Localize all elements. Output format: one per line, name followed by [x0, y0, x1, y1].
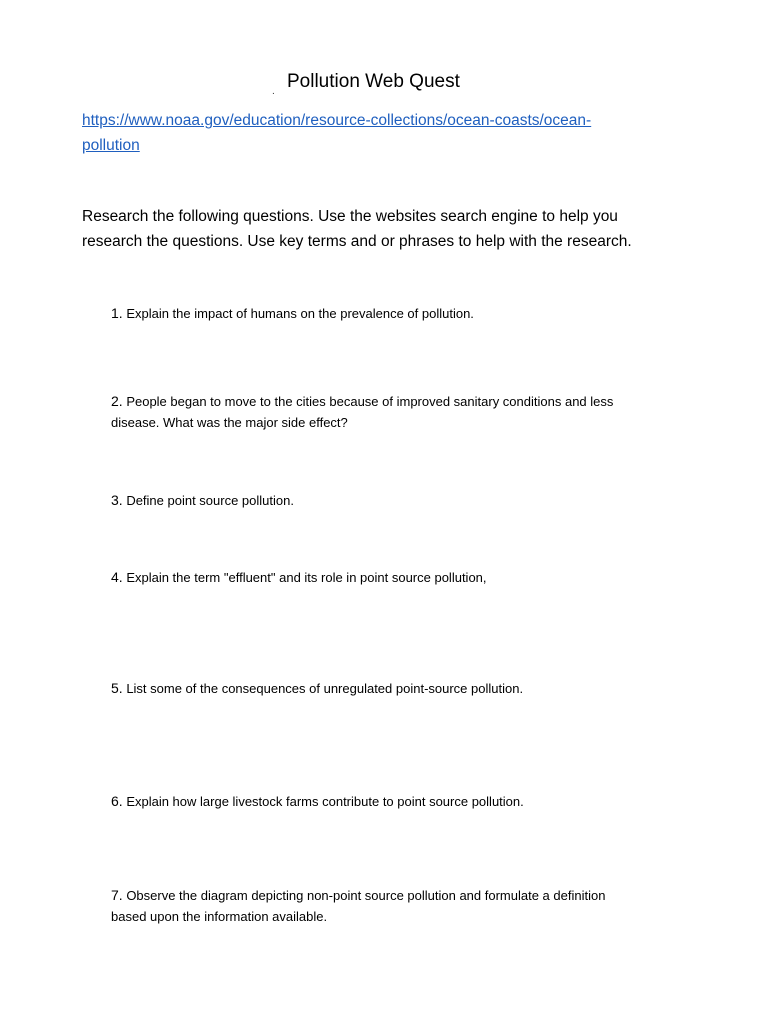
link-text-line2[interactable]: pollution [82, 137, 140, 154]
question-text: Explain how large livestock farms contribute to point source pollution. [126, 794, 524, 809]
question-item [111, 490, 671, 511]
question-number: 2. [111, 393, 123, 409]
instructions-line2: research the questions. Use key terms and or phrases to help with the research. [82, 233, 632, 250]
title-marker: . [272, 86, 275, 97]
instructions-paragraph [82, 204, 682, 254]
question-text: Observe the diagram depicting non-point source pollution and formulate a definition [126, 888, 606, 903]
question-item [111, 678, 671, 699]
question-item [111, 391, 671, 433]
page-title: Pollution Web Quest [287, 71, 460, 92]
question-text: List some of the consequences of unregulated point-source pollution. [126, 681, 524, 696]
question-text: Explain the term "effluent" and its role in point source pollution, [126, 570, 487, 585]
question-text-continued: disease. What was the major side effect? [111, 415, 348, 430]
question-text: Define point source pollution. [126, 493, 294, 508]
question-number: 1. [111, 305, 123, 321]
noaa-resource-link[interactable] [82, 108, 682, 158]
question-text-continued: based upon the information available. [111, 909, 328, 924]
question-text: People began to move to the cities because of improved sanitary conditions and less [126, 394, 614, 409]
question-number: 5. [111, 680, 123, 696]
question-number: 6. [111, 793, 123, 809]
question-item [111, 567, 671, 588]
question-item [111, 791, 671, 812]
question-number: 7. [111, 887, 123, 903]
question-number: 3. [111, 492, 123, 508]
instructions-line1: Research the following questions. Use the websites search engine to help you [82, 208, 618, 225]
question-item [111, 885, 671, 927]
question-text: Explain the impact of humans on the prevalence of pollution. [126, 306, 474, 321]
link-text-line1[interactable]: https://www.noaa.gov/education/resource-collections/ocean-coasts/ocean- [82, 112, 592, 129]
question-number: 4. [111, 569, 123, 585]
question-item [111, 303, 671, 324]
